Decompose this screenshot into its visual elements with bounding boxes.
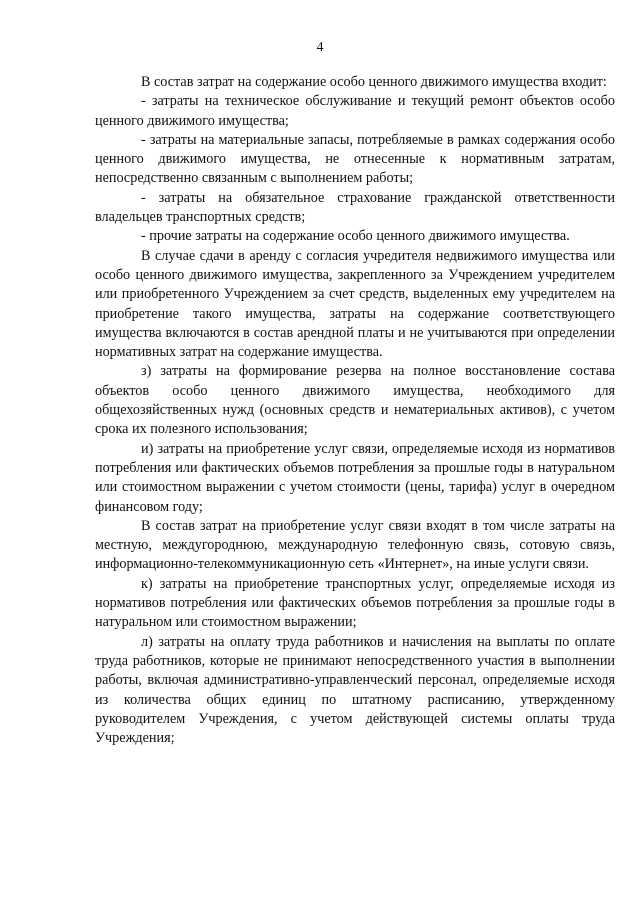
paragraph: В состав затрат на содержание особо ценного движимого имущества входит: (141, 74, 607, 90)
paragraph: з) затраты на формирование резерва на полное восстановление состава объектов особо ценного движимого имущества, необходимого для общехозяйственных нужд (основных средств и нематериальных активов), с учетом срока их полезного использования; (95, 363, 615, 438)
paragraph: - затраты на материальные запасы, потребляемые в рамках содержания особо ценного движимого имущества, не отнесенные к нормативным затратам, непосредственно связанным с выполнением работы; (95, 131, 615, 187)
paragraph: к) затраты на приобретение транспортных услуг, определяемые исходя из нормативов потребления или фактических объемов потребления за прошлые годы в натуральном или стоимостном выражении; (95, 575, 615, 631)
paragraph: л) затраты на оплату труда работников и начисления на выплаты по оплате труда работников, которые не принимают непосредственного участия в выполнении работы, включая административно-управленческий персонал, определяемые исходя из количества общих единиц по штатному расписанию, утвержденному руководителем Учреждения, с учетом действующей системы оплаты труда Учреждения; (95, 633, 615, 747)
paragraph: В случае сдачи в аренду с согласия учредителя недвижимого имущества или особо ценного движимого имущества, закрепленного за Учреждением учредителем или приобретенного Учреждением за счет средств, выделенных ему учредителем на приобретение такого имущества, затраты на содержание соответствующего имущества включаются в состав арендной платы и не учитываются при определении нормативных затрат на содержание имущества. (95, 247, 615, 361)
paragraph: - прочие затраты на содержание особо ценного движимого имущества. (141, 228, 570, 245)
paragraph: В состав затрат на приобретение услуг связи входят в том числе затраты на местную, междугороднюю, международную телефонную связь, сотовую связь, информационно-телекоммуникационную сеть «Интернет», на иные услуги связи. (95, 517, 615, 573)
page-number: 4 (316, 40, 324, 55)
document-body (95, 73, 615, 748)
paragraph: - затраты на обязательное страхование гражданской ответственности владельцев транспортных средств; (95, 189, 615, 226)
paragraph: и) затраты на приобретение услуг связи, определяемые исходя из нормативов потребления или фактических объемов потребления за прошлые годы в натуральном или стоимостном выражении с учетом стоимости (цены, тарифа) услуг в очередном финансовом году; (95, 440, 615, 515)
paragraph: - затраты на техническое обслуживание и текущий ремонт объектов особо ценного движимого имущества; (95, 93, 615, 129)
